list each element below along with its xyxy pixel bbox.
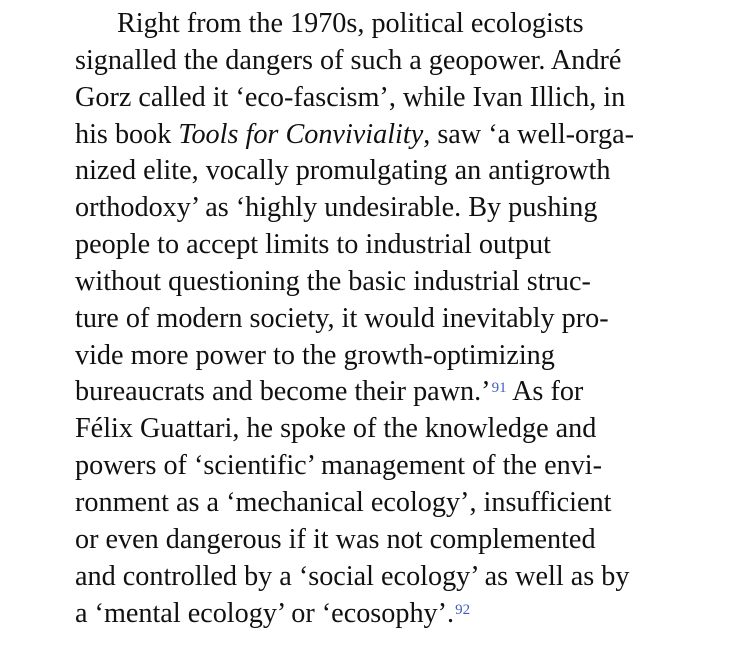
text-fragment: a ‘mental ecology’ or ‘ecosophy’. [75,597,455,629]
book-title: Tools for Conviviality [178,118,424,150]
text-fragment: , saw ‘a well-orga- [423,118,635,150]
text-line [75,117,745,154]
footnote-link-92[interactable]: 92 [455,601,471,618]
text-line: signalled the dangers of such a geopower. André [75,44,622,76]
text-line: Gorz called it ‘eco-fascism’, while Ivan Illich, in [75,81,626,113]
text-line: or even dangerous if it was not complemented [75,523,596,555]
text-line: and controlled by a ‘social ecology’ as well as by [75,560,630,592]
text-line: ronment as a ‘mechanical ecology’, insufficient [75,486,612,518]
text-fragment: his book [75,118,179,150]
body-text [75,6,745,632]
text-line [75,374,745,411]
text-line: without questioning the basic industrial struc- [75,265,591,297]
text-line: Félix Guattari, he spoke of the knowledge and [75,413,597,445]
text-line: nized elite, vocally promulgating an antigrowth [75,155,611,187]
footnote-link-91[interactable]: 91 [491,380,507,397]
text-line: orthodoxy’ as ‘highly undesirable. By pushing [75,192,598,224]
text-line: vide more power to the growth-optimizing [75,339,555,371]
text-line: people to accept limits to industrial output [75,229,551,261]
text-line: ture of modern society, it would inevitably pro- [75,302,609,334]
text-fragment: bureaucrats and become their pawn.’ [75,376,491,408]
text-line: Right from the 1970s, political ecologists [117,8,584,39]
text-line: powers of ‘scientific’ management of the envi- [75,450,603,482]
text-line [75,596,745,633]
text-fragment: As for [506,376,584,408]
